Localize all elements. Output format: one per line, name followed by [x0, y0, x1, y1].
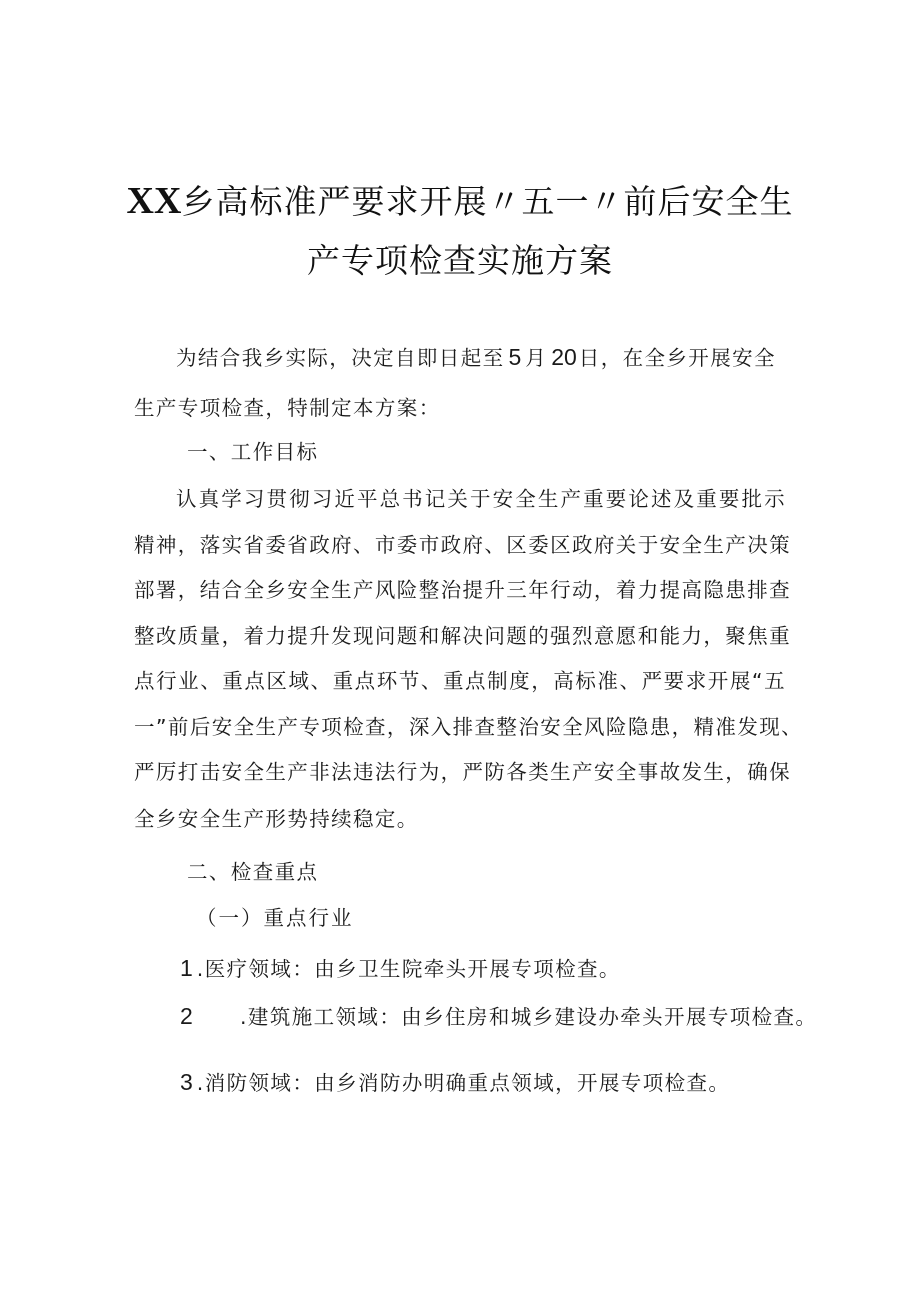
section-1-line-5: 点行业、重点区域、重点环节、重点制度，高标准、严要求开展“五 [134, 669, 786, 693]
intro-month: 5 [508, 344, 522, 370]
list-item-number: 1 [180, 955, 193, 981]
intro-text-c: 日，在全乡开展安全 [578, 346, 776, 370]
section-1-line-4: 整改质量，着力提升发现问题和解决问题的强烈意愿和能力，聚焦重 [134, 624, 791, 648]
list-item-number: 2 [180, 1003, 193, 1029]
section-1-line-2: 精神，落实省委省政府、市委市政府、区委区政府关于安全生产决策 [134, 533, 791, 557]
title-prefix: XX [126, 180, 182, 222]
section-1-line-8: 全乡安全生产形势持续稳定。 [134, 807, 419, 831]
document-title-line-2: 产专项检查实施方案 [307, 241, 613, 280]
section-1-heading: 一、工作目标 [187, 440, 319, 464]
list-item [180, 1002, 817, 1031]
section-2-heading: 二、检查重点 [187, 860, 319, 884]
list-item-text: .建筑施工领域：由乡住房和城乡建设办牵头开展专项检查。 [240, 1005, 818, 1029]
section-1-line-1: 认真学习贯彻习近平总书记关于安全生产重要论述及重要批示 [176, 487, 786, 511]
title-line-1-text: 乡高标准严要求开展〃五一〃前后安全生 [181, 182, 794, 221]
document-title-line-1 [100, 176, 820, 223]
intro-text-b: 月 [525, 346, 548, 370]
list-item [180, 954, 621, 983]
list-item [180, 1068, 730, 1097]
list-item-text: .医疗领域：由乡卫生院牵头开展专项检查。 [196, 957, 621, 981]
section-1-line-6: 一”前后安全生产专项检查，深入排查整治安全风险隐患，精准发现、 [134, 715, 804, 739]
section-1-line-3: 部署，结合全乡安全生产风险整治提升三年行动，着力提高隐患排查 [134, 578, 791, 602]
list-item-text: .消防领域：由乡消防办明确重点领域，开展专项检查。 [196, 1071, 731, 1095]
intro-line-1 [176, 343, 776, 372]
list-item-number: 3 [180, 1069, 193, 1095]
intro-text-a: 为结合我乡实际，决定自即日起至 [176, 346, 505, 370]
intro-line-2: 生产专项检查，特制定本方案： [134, 396, 441, 420]
section-1-line-7: 严厉打击安全生产非法违法行为，严防各类生产安全事故发生，确保 [134, 760, 791, 784]
section-2-subheading: （一）重点行业 [196, 906, 354, 930]
intro-day: 20 [551, 344, 577, 370]
